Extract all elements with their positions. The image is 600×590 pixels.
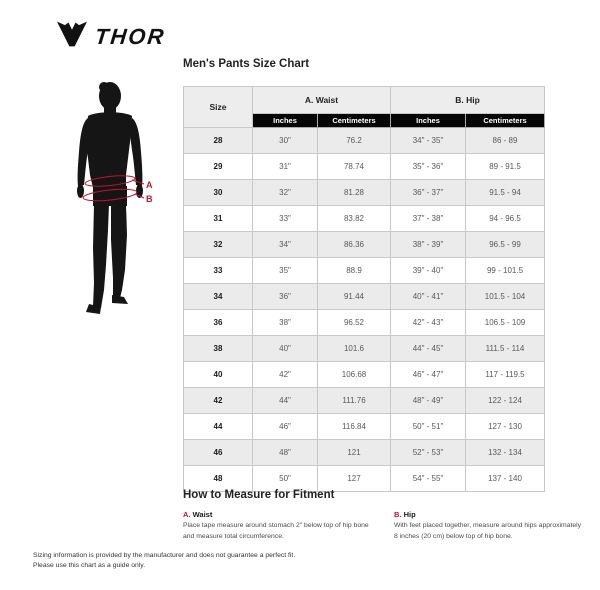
hip-label: Hip (403, 510, 416, 519)
hip-inches-cell: 48" - 49" (391, 388, 466, 414)
size-cell: 42 (184, 388, 253, 414)
page-title: Men's Pants Size Chart (183, 58, 310, 70)
hip-inches-cell: 44" - 45" (391, 336, 466, 362)
size-cell: 48 (184, 466, 253, 492)
male-figure (48, 80, 178, 340)
waist-inches-cell: 31" (253, 154, 318, 180)
hip-cm-cell: 101.5 - 104 (466, 284, 545, 310)
hip-inches-cell: 46" - 47" (391, 362, 466, 388)
hip-inches-cell: 52" - 53" (391, 440, 466, 466)
table-row (184, 336, 545, 362)
size-cell: 30 (184, 180, 253, 206)
waist-inches-cell: 48" (253, 440, 318, 466)
table-group-header-row (184, 87, 545, 114)
table-row (184, 232, 545, 258)
waist-inches-cell: 30" (253, 128, 318, 154)
size-cell: 33 (184, 258, 253, 284)
hip-inches-cell: 34" - 35" (391, 128, 466, 154)
table-row (184, 414, 545, 440)
size-cell: 34 (184, 284, 253, 310)
how-to-measure-section (183, 489, 583, 543)
waist-inches-cell: 36" (253, 284, 318, 310)
waist-cm-cell: 127 (318, 466, 391, 492)
waist-cm-cell: 121 (318, 440, 391, 466)
hip-cm-cell: 86 - 89 (466, 128, 545, 154)
hip-cm-cell: 122 - 124 (466, 388, 545, 414)
table-row (184, 440, 545, 466)
waist-inches-header: Inches (253, 114, 318, 128)
hip-inches-cell: 35" - 36" (391, 154, 466, 180)
waist-cm-cell: 83.82 (318, 206, 391, 232)
waist-inches-cell: 38" (253, 310, 318, 336)
waist-letter-label: A. (183, 510, 191, 519)
brand-name: THOR (93, 23, 167, 49)
hip-cm-cell: 99 - 101.5 (466, 258, 545, 284)
waist-cm-cell: 106.68 (318, 362, 391, 388)
table-row (184, 284, 545, 310)
hip-inches-cell: 38" - 39" (391, 232, 466, 258)
waist-instruction-heading (183, 510, 372, 519)
size-cell: 38 (184, 336, 253, 362)
waist-cm-cell: 86.36 (318, 232, 391, 258)
hip-inches-cell: 40" - 41" (391, 284, 466, 310)
hip-inches-header: Inches (391, 114, 466, 128)
waist-inches-cell: 46" (253, 414, 318, 440)
thor-horns-icon (57, 21, 87, 52)
waist-cm-cell: 76.2 (318, 128, 391, 154)
size-cell: 32 (184, 232, 253, 258)
waist-group-header: A. Waist (253, 87, 391, 114)
waist-inches-cell: 34" (253, 232, 318, 258)
hip-cm-cell: 117 - 119.5 (466, 362, 545, 388)
hip-cm-cell: 96.5 - 99 (466, 232, 545, 258)
table-row (184, 310, 545, 336)
disclaimer (33, 551, 295, 571)
table-row (184, 362, 545, 388)
hip-marker-label: B (146, 194, 153, 204)
table-row (184, 466, 545, 492)
waist-cm-cell: 81.28 (318, 180, 391, 206)
hip-cm-cell: 94 - 96.5 (466, 206, 545, 232)
size-cell: 28 (184, 128, 253, 154)
hip-cm-cell: 137 - 140 (466, 466, 545, 492)
table-row (184, 206, 545, 232)
disclaimer-line-1: Sizing information is provided by the manufacturer and does not guarantee a perfect fit. (33, 552, 296, 559)
waist-measure-instructions (183, 510, 372, 543)
size-cell: 36 (184, 310, 253, 336)
size-cell: 46 (184, 440, 253, 466)
table-row (184, 128, 545, 154)
hip-inches-cell: 37" - 38" (391, 206, 466, 232)
hip-group-header: B. Hip (391, 87, 545, 114)
hip-cm-cell: 89 - 91.5 (466, 154, 545, 180)
waist-marker-label: A (146, 180, 153, 190)
waist-cm-cell: 101.6 (318, 336, 391, 362)
waist-inches-cell: 44" (253, 388, 318, 414)
hip-inches-cell: 42" - 43" (391, 310, 466, 336)
hip-letter-label: B. (394, 510, 402, 519)
waist-cm-cell: 91.44 (318, 284, 391, 310)
waist-inches-cell: 33" (253, 206, 318, 232)
size-chart-table (183, 86, 545, 492)
brand-logo (57, 21, 165, 52)
hip-cm-cell: 111.5 - 114 (466, 336, 545, 362)
waist-inches-cell: 35" (253, 258, 318, 284)
waist-inches-cell: 40" (253, 336, 318, 362)
size-cell: 29 (184, 154, 253, 180)
waist-cm-cell: 96.52 (318, 310, 391, 336)
waist-cm-cell: 78.74 (318, 154, 391, 180)
size-cell: 31 (184, 206, 253, 232)
hip-inches-cell: 50" - 51" (391, 414, 466, 440)
waist-cm-cell: 88.9 (318, 258, 391, 284)
hip-cm-cell: 106.5 - 109 (466, 310, 545, 336)
how-to-measure-title: How to Measure for Fitment (183, 489, 335, 501)
size-column-header: Size (184, 87, 253, 128)
size-cell: 44 (184, 414, 253, 440)
hip-cm-cell: 127 - 130 (466, 414, 545, 440)
hip-cm-cell: 132 - 134 (466, 440, 545, 466)
hip-cm-cell: 91.5 - 94 (466, 180, 545, 206)
hip-measure-instructions (394, 510, 583, 543)
waist-label: Waist (192, 510, 213, 519)
male-figure-silhouette (48, 80, 178, 340)
hip-inches-cell: 54" - 55" (391, 466, 466, 492)
waist-cm-cell: 111.76 (318, 388, 391, 414)
hip-inches-cell: 36" - 37" (391, 180, 466, 206)
waist-inches-cell: 32" (253, 180, 318, 206)
waist-inches-cell: 50" (253, 466, 318, 492)
hip-instruction-text: With feet placed together, measure around hips approximately 8 inches (20 cm) below top of hip bone. (394, 522, 582, 540)
table-row (184, 388, 545, 414)
waist-inches-cell: 42" (253, 362, 318, 388)
hip-cm-header: Centimeters (466, 114, 545, 128)
waist-instruction-text: Place tape measure around stomach 2" below top of hip bone and measure total circumference. (183, 522, 369, 540)
waist-cm-cell: 116.84 (318, 414, 391, 440)
waist-cm-header: Centimeters (318, 114, 391, 128)
hip-instruction-heading (394, 510, 583, 519)
table-row (184, 154, 545, 180)
disclaimer-line-2: Please use this chart as a guide only. (33, 562, 146, 570)
table-row (184, 258, 545, 284)
size-cell: 40 (184, 362, 253, 388)
table-row (184, 180, 545, 206)
hip-inches-cell: 39" - 40" (391, 258, 466, 284)
